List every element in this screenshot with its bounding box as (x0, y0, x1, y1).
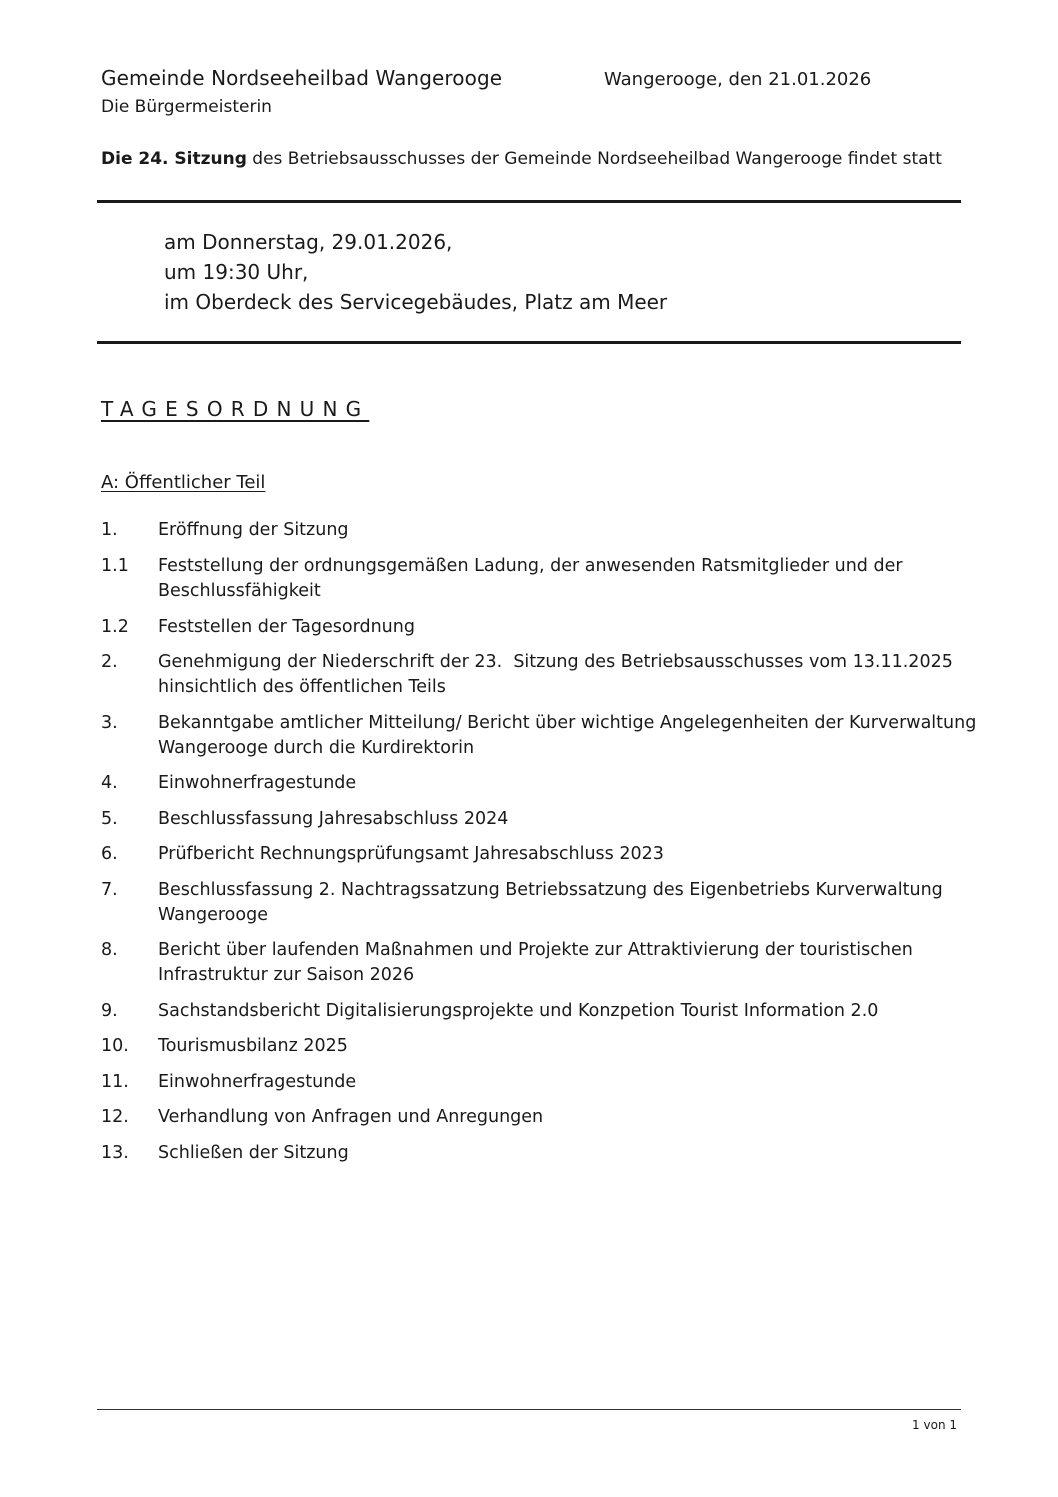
agenda-item-text (158, 1034, 958, 1059)
agenda-item-number: 4. (101, 773, 118, 793)
meeting-date: am Donnerstag, 29.01.2026, (164, 230, 453, 254)
agenda-item-line: Wangerooge durch die Kurdirektorin (158, 738, 475, 758)
agenda-item-line: Verhandlung von Anfragen und Anregungen (158, 1107, 544, 1127)
agenda-item-number: 11. (101, 1072, 129, 1092)
meeting-time: um 19:30 Uhr, (164, 260, 309, 284)
agenda-item-number: 12. (101, 1107, 129, 1127)
agenda-item-text (158, 807, 958, 832)
intro-bold: Die 24. Sitzung (101, 149, 247, 169)
agenda-item-line: Feststellen der Tagesordnung (158, 617, 415, 637)
divider-bottom (97, 341, 961, 344)
divider-top (97, 200, 961, 203)
agenda-item-line: Genehmigung der Niederschrift der 23. Sitzung des Betriebsausschusses vom 13.11.2025 (158, 652, 953, 672)
agenda-item-text (158, 615, 958, 640)
agenda-item-text (158, 554, 958, 604)
agenda-item-number: 6. (101, 844, 118, 864)
agenda-item-number: 2. (101, 652, 118, 672)
place-date: Wangerooge, den 21.01.2026 (604, 69, 872, 90)
agenda-item-text (158, 711, 977, 761)
agenda-item-line: Prüfbericht Rechnungsprüfungsamt Jahresabschluss 2023 (158, 844, 664, 864)
agenda-item-number: 1. (101, 520, 118, 540)
agenda-item-number: 1.2 (101, 617, 129, 637)
footer-divider (97, 1409, 961, 1410)
section-public-title: A: Öffentlicher Teil (101, 472, 266, 493)
agenda-item-text (158, 1141, 958, 1166)
agenda-item-line: Beschlussfähigkeit (158, 581, 321, 601)
agenda-item-text (158, 842, 958, 867)
agenda-item-number: 7. (101, 880, 118, 900)
agenda-item-line: Schließen der Sitzung (158, 1143, 349, 1163)
page-number: 1 von 1 (912, 1418, 957, 1432)
intro-rest: des Betriebsausschusses der Gemeinde Nordseeheilbad Wangerooge findet statt (246, 149, 942, 169)
agenda-item-line: Sachstandsbericht Digitalisierungsprojekte und Konzpetion Tourist Information 2.0 (158, 1001, 879, 1021)
agenda-item-line: Feststellung der ordnungsgemäßen Ladung, der anwesenden Ratsmitglieder und der (158, 556, 903, 576)
agenda-item-number: 3. (101, 713, 118, 733)
meeting-location: im Oberdeck des Servicegebäudes, Platz am Meer (164, 290, 668, 314)
agenda-item-line: Wangerooge (158, 905, 268, 925)
agenda-item-number: 9. (101, 1001, 118, 1021)
agenda-item-text (158, 878, 958, 928)
agenda-item-number: 1.1 (101, 556, 129, 576)
department-name: Die Bürgermeisterin (101, 97, 272, 117)
agenda-item-line: hinsichtlich des öffentlichen Teils (158, 677, 446, 697)
agenda-item-line: Beschlussfassung Jahresabschluss 2024 (158, 809, 509, 829)
agenda-item-line: Infrastruktur zur Saison 2026 (158, 965, 415, 985)
agenda-item-number: 5. (101, 809, 118, 829)
agenda-item-line: Beschlussfassung 2. Nachtragssatzung Betriebssatzung des Eigenbetriebs Kurverwaltung (158, 880, 943, 900)
agenda-item-line: Bericht über laufenden Maßnahmen und Projekte zur Attraktivierung der touristischen (158, 940, 913, 960)
agenda-item-line: Einwohnerfragestunde (158, 1072, 357, 1092)
agenda-item-line: Eröffnung der Sitzung (158, 520, 349, 540)
agenda-item-number: 10. (101, 1036, 129, 1056)
agenda-item-line: Bekanntgabe amtlicher Mitteilung/ Bericht über wichtige Angelegenheiten der Kurverwaltung (158, 713, 977, 733)
agenda-item-text (158, 1070, 958, 1095)
agenda-item-number: 13. (101, 1143, 129, 1163)
agenda-item-text (158, 771, 958, 796)
agenda-title: TAGESORDNUNG (101, 397, 370, 421)
agenda-item-text (158, 518, 958, 543)
agenda-item-line: Einwohnerfragestunde (158, 773, 357, 793)
agenda-item-number: 8. (101, 940, 118, 960)
agenda-item-text (158, 999, 958, 1024)
intro-line (101, 149, 942, 169)
agenda-item-text (158, 938, 958, 988)
agenda-item-line: Tourismusbilanz 2025 (158, 1036, 348, 1056)
organization-name: Gemeinde Nordseeheilbad Wangerooge (101, 66, 503, 90)
agenda-item-text (158, 650, 958, 700)
agenda-item-text (158, 1105, 958, 1130)
